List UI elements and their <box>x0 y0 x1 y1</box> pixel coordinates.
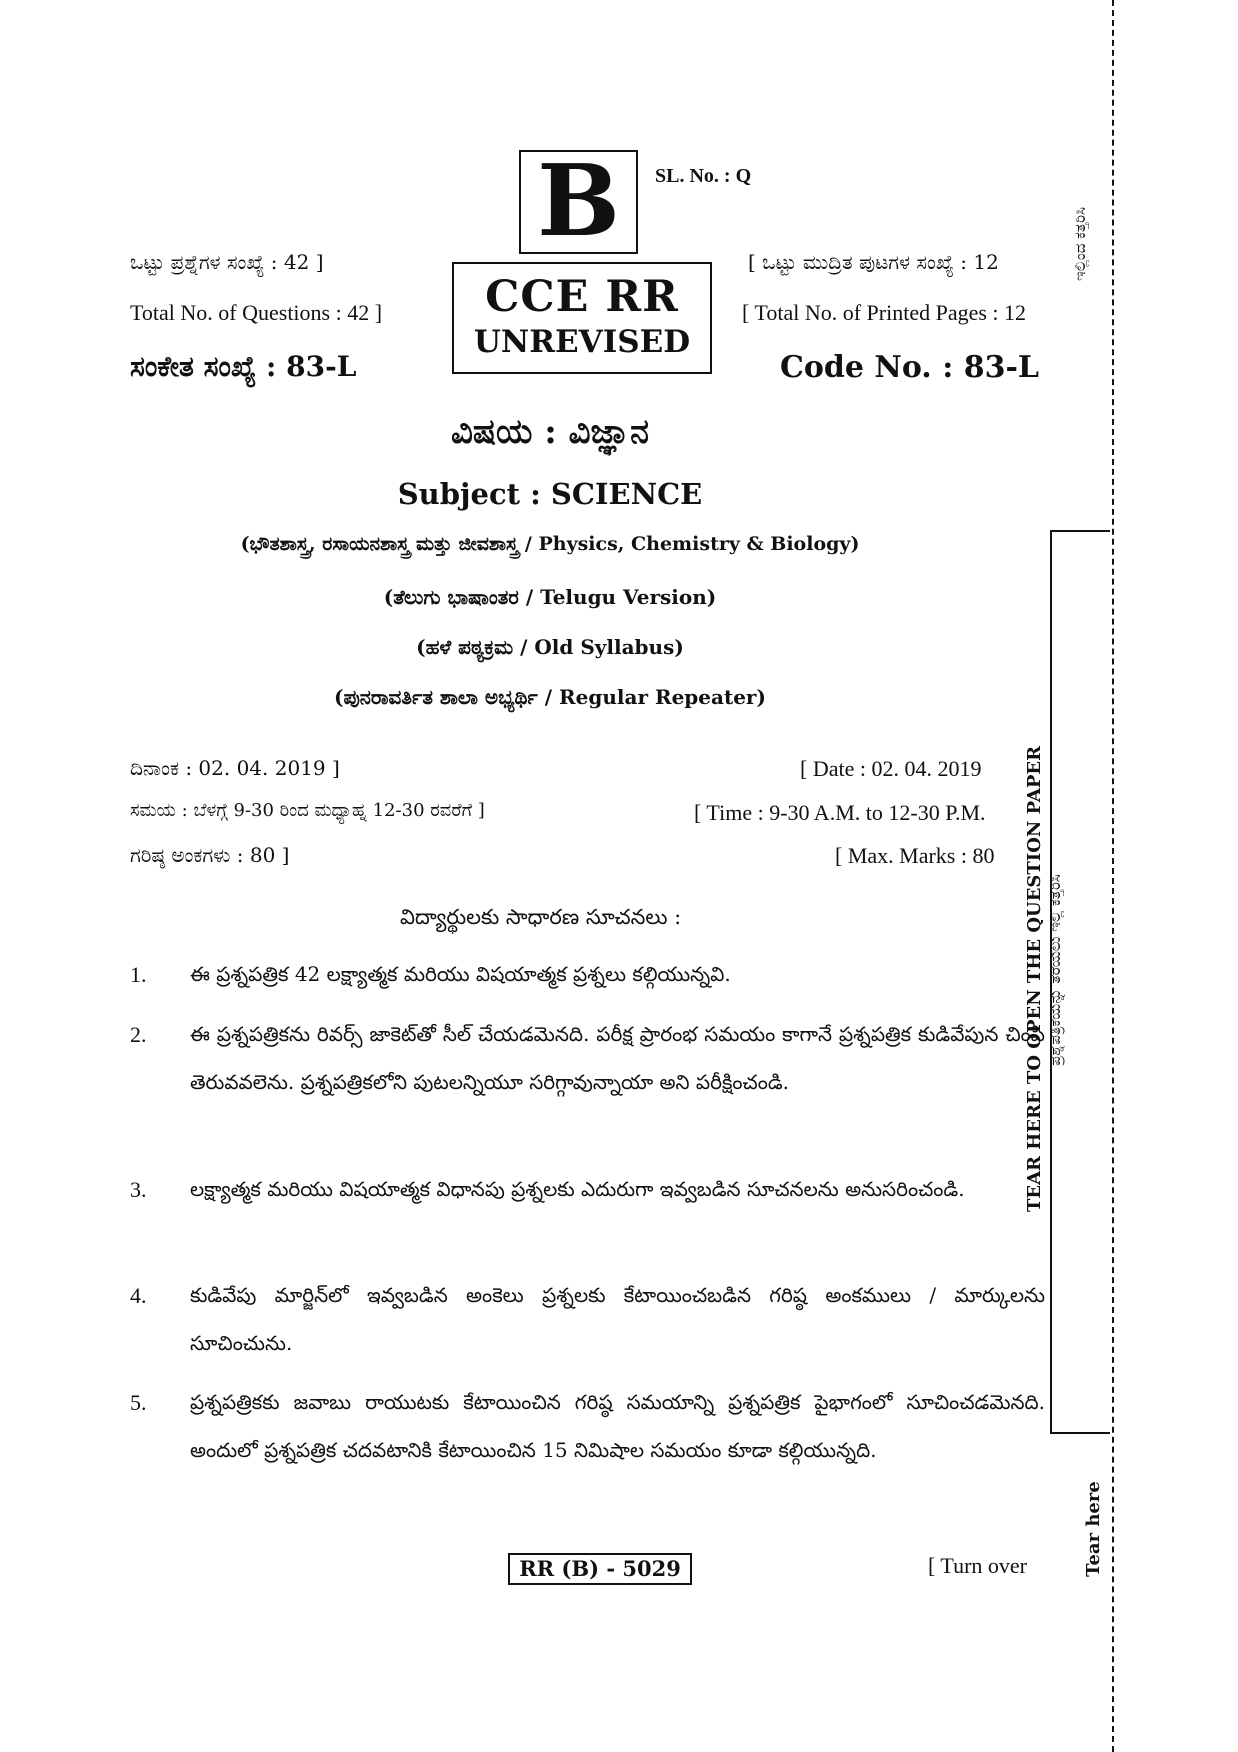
max-marks-en: [ Max. Marks : 80 <box>835 843 995 868</box>
instruction-text: లక్ష్యాత్మక మరియు విషయాత్మక విధానపు ప్రశ్నలకు ఎదురుగా ఇవ్వబడిన సూచనలను అనుసరించండి. <box>190 1177 965 1201</box>
date-kn: ದಿನಾಂಕ : 02. 04. 2019 ] <box>130 756 340 780</box>
version-line: (ತೆಲುಗು ಭಾಷಾಂತರ / Telugu Version) <box>383 585 717 609</box>
instruction-text: ప్రశ్నపత్రికకు జవాబు రాయుటకు కేటాయించిన గరిష్ఠ సమయాన్ని ప్రశ్నపత్రిక పైభాగంలో సూచించడమెనది. అందులో ప్రశ్నపత్రిక చదవటానికి కేటాయించిన 15 నిమిషాల సమయం కూడా కల్గియున్నది. <box>190 1390 1045 1462</box>
time-en: [ Time : 9-30 A.M. to 12-30 P.M. <box>694 800 986 825</box>
cce-box <box>452 262 712 374</box>
instruction-text: ఈ ప్రశ్నపత్రికను రివర్స్ జాకెట్‌తో సీల్ చేయడమెనది. పరీక్ష ప్రారంభ సమయం కాగానే ప్రశ్నపత్రిక కుడివేపున చింపి తెరువవలెను. ప్రశ్నపత్రికలోని పుటలన్నియూ సరిగ్గావున్నాయా అని పరీక్షించండి. <box>190 1022 1045 1094</box>
subject-branches: (ಭೌತಶಾಸ್ತ್ರ, ರಸಾಯನಶಾಸ್ತ್ರ ಮತ್ತು ಜೀವಶಾಸ್ತ್ರ / Physics, Chemistry & Biology) <box>240 533 860 555</box>
instruction-number: 1. <box>130 962 147 987</box>
paper-code-box: RR (B) - 5029 <box>508 1553 692 1585</box>
instruction-text: కుడివేపు మార్జిన్‌లో ఇవ్వబడిన అంకెలు ప్రశ్నలకు కేటాయించబడిన గరిష్ఠ అంకములు / మార్కులను సూచించును. <box>190 1283 1045 1355</box>
tear-instruction-kn: ಪ್ರಶ್ನೆಪತ್ರಿಕೆಯನ್ನು ತೆರೆಯಲು ಇಲ್ಲಿ ಕತ್ತರಿಸಿ <box>1046 874 1064 1066</box>
side-cut-label-kn: ಇಲ್ಲಿಂದ ಕತ್ತರಿಸಿ <box>1071 206 1089 282</box>
tear-here-label: Tear here <box>1083 1481 1104 1577</box>
total-pages-kn: [ ಒಟ್ಟು ಮುದ್ರಿತ ಪುಟಗಳ ಸಂಖ್ಯೆ : 12 <box>748 250 999 274</box>
instruction-number: 4. <box>130 1283 147 1308</box>
code-number-kn: ಸಂಕೇತ ಸಂಖ್ಯೆ : 83-L <box>130 350 357 383</box>
total-questions-kn: ಒಟ್ಟು ಪ್ರಶ್ನೆಗಳ ಸಂಖ್ಯೆ : 42 ] <box>130 250 324 274</box>
syllabus-line: (ಹಳೆ ಪಠ್ಯಕ್ರಮ / Old Syllabus) <box>416 635 684 659</box>
time-kn: ಸಮಯ : ಬೆಳಗ್ಗೆ 9-30 ರಿಂದ ಮಧ್ಯಾಹ್ನ 12-30 ರವರೆಗೆ ] <box>130 800 485 821</box>
subject-kn: ವಿಷಯ : ವಿಜ್ಞಾನ <box>450 412 650 452</box>
tear-dashed-line <box>1112 0 1114 1752</box>
turn-over-label: [ Turn over <box>928 1553 1028 1578</box>
cce-subtitle: UNREVISED <box>473 324 691 360</box>
instruction-text: ఈ ప్రశ్నపత్రిక 42 లక్ష్యాత్మక మరియు విషయాత్మక ప్రశ్నలు కల్గియున్నవి. <box>190 962 731 986</box>
date-en: [ Date : 02. 04. 2019 <box>800 756 982 781</box>
total-questions-en: Total No. of Questions : 42 ] <box>130 300 383 325</box>
series-letter: B <box>537 144 620 259</box>
series-letter-box <box>519 144 638 259</box>
max-marks-kn: ಗರಿಷ್ಠ ಅಂಕಗಳು : 80 ] <box>130 843 290 867</box>
instruction-number: 5. <box>130 1390 147 1415</box>
instructions-title: విద్యార్థులకు సాధారణ సూచనలు : <box>400 905 682 929</box>
candidate-type-line: (ಪುನರಾವರ್ತಿತ ಶಾಲಾ ಅಭ್ಯರ್ಥಿ / Regular Repeater) <box>334 685 766 709</box>
total-pages-en: [ Total No. of Printed Pages : 12 <box>742 300 1027 325</box>
subject-en: Subject : SCIENCE <box>397 477 703 511</box>
instruction-number: 3. <box>130 1177 147 1202</box>
tear-instruction-en: TEAR HERE TO OPEN THE QUESTION PAPER <box>1024 745 1045 1213</box>
code-number-en: Code No. : 83-L <box>780 350 1039 385</box>
serial-number: SL. No. : Q <box>655 165 752 187</box>
instruction-number: 2. <box>130 1022 147 1047</box>
cce-title: CCE RR <box>485 272 679 322</box>
